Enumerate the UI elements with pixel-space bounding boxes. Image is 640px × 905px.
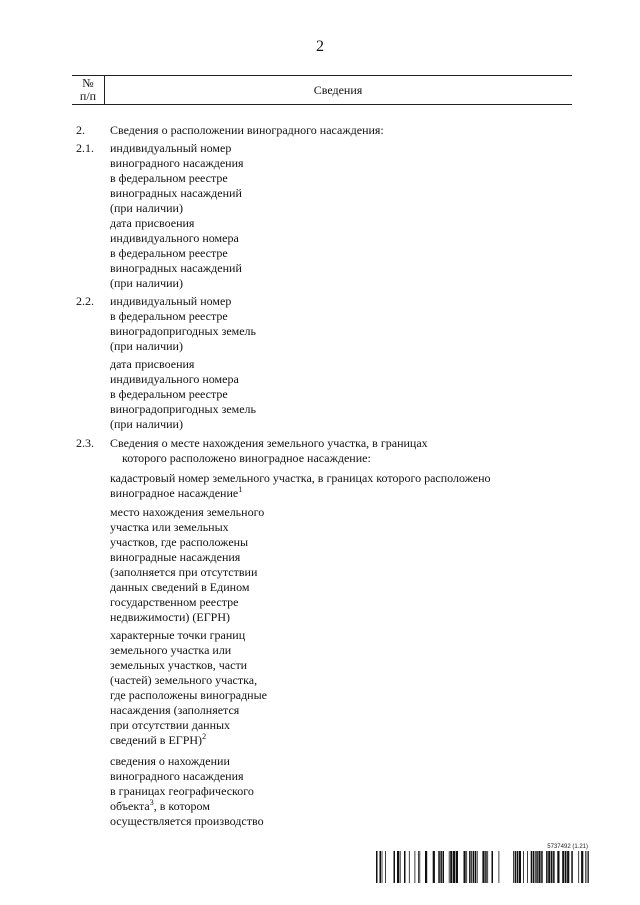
page-number: 2 xyxy=(316,38,324,55)
number-sign: № xyxy=(82,76,94,90)
table-header-info-column: Сведения xyxy=(313,83,363,97)
section-2-number: 2. xyxy=(76,123,85,137)
text-line: индивидуальный номер xyxy=(110,141,232,155)
text-line: земельного участка или xyxy=(110,643,232,657)
text-line: в федеральном реестре xyxy=(110,246,228,260)
text-line: земельных участков, части xyxy=(110,658,248,672)
text-line: виноградные насаждения xyxy=(110,550,241,564)
section-2-3-title xyxy=(110,436,428,466)
text-line: (при наличии) xyxy=(110,417,183,431)
footnote-ref: 1 xyxy=(238,485,243,494)
text-line: виноградопригодных земель xyxy=(110,324,257,338)
text-line: виноградных насаждений xyxy=(110,261,242,275)
section-2-2-registry-number xyxy=(110,294,256,354)
text-line: (при наличии) xyxy=(110,276,183,290)
text-line: в границах географического xyxy=(110,784,254,798)
text-line: государственном реестре xyxy=(110,595,239,609)
section-2-3-number: 2.3. xyxy=(76,436,94,450)
text-line: (заполняется при отсутствии xyxy=(110,565,258,579)
barcode-icon xyxy=(376,851,590,883)
footnote-ref: 3 xyxy=(149,798,154,807)
text-line: (частей) земельного участка, xyxy=(110,673,258,687)
table-header-top-rule xyxy=(72,75,572,76)
number-abbrev: п/п xyxy=(79,89,97,103)
text-line: кадастровый номер земельного участка, в границах которого расположено xyxy=(110,471,491,485)
text-line: где расположены виноградные xyxy=(110,688,267,702)
text-line: в федеральном реестре xyxy=(110,309,228,323)
section-2-title xyxy=(110,123,384,138)
text-line: индивидуального номера xyxy=(110,231,239,245)
text-line: сведения о нахождении xyxy=(110,754,230,768)
text-line: насаждения (заполняется xyxy=(110,703,240,717)
text-line: данных сведений в Едином xyxy=(110,580,250,594)
section-2-1-assignment-date xyxy=(110,216,242,291)
table-header-bottom-rule xyxy=(72,104,572,105)
text-line: виноградных насаждений xyxy=(110,186,242,200)
text-line: виноградного насаждения xyxy=(110,769,244,783)
section-2-3-geographic-object xyxy=(110,754,264,829)
section-2-1-registry-number xyxy=(110,141,244,216)
text-line: характерные точки границ xyxy=(110,628,246,642)
text-line: при отсутствии данных xyxy=(110,718,231,732)
section-2-title-line: Сведения о расположении виноградного насаждения: xyxy=(110,123,384,137)
text-line: участка или земельных xyxy=(110,520,229,534)
text-line: (при наличии) xyxy=(110,201,183,215)
section-2-2-number: 2.2. xyxy=(76,294,94,308)
text-line: Сведения о месте нахождения земельного участка, в границах xyxy=(110,436,428,450)
section-2-3-boundary-points xyxy=(110,628,267,748)
section-2-1-number: 2.1. xyxy=(76,141,94,155)
text-line: виноградного насаждения xyxy=(110,156,244,170)
text-line: дата присвоения xyxy=(110,357,195,371)
text-line: , в котором xyxy=(153,799,210,813)
text-line: осуществляется производство xyxy=(110,814,264,828)
section-2-3-cadastral-number xyxy=(110,471,491,501)
text-line: недвижимости) (ЕГРН) xyxy=(110,610,230,624)
text-line: в федеральном реестре xyxy=(110,171,228,185)
text-line: в федеральном реестре xyxy=(110,387,228,401)
text-line: виноградное насаждение xyxy=(110,486,239,500)
text-line: дата присвоения xyxy=(110,216,195,230)
text-line: (при наличии) xyxy=(110,339,183,353)
table-header-number-column xyxy=(72,77,104,103)
text-line: индивидуального номера xyxy=(110,372,239,386)
text-line: которого расположено виноградное насаждение: xyxy=(122,451,371,465)
text-line: сведений в ЕГРН) xyxy=(110,733,203,747)
text-line: участков, где расположены xyxy=(110,535,249,549)
barcode-code: 5737492 (1.21) xyxy=(547,844,588,850)
barcode-block xyxy=(376,844,590,888)
text-line: виноградопригодных земель xyxy=(110,402,257,416)
section-2-3-location xyxy=(110,505,264,625)
text-line: объекта xyxy=(110,799,150,813)
footnote-ref: 2 xyxy=(202,732,207,741)
text-line: индивидуальный номер xyxy=(110,294,232,308)
text-line: место нахождения земельного xyxy=(110,505,265,519)
section-2-2-assignment-date xyxy=(110,357,256,432)
